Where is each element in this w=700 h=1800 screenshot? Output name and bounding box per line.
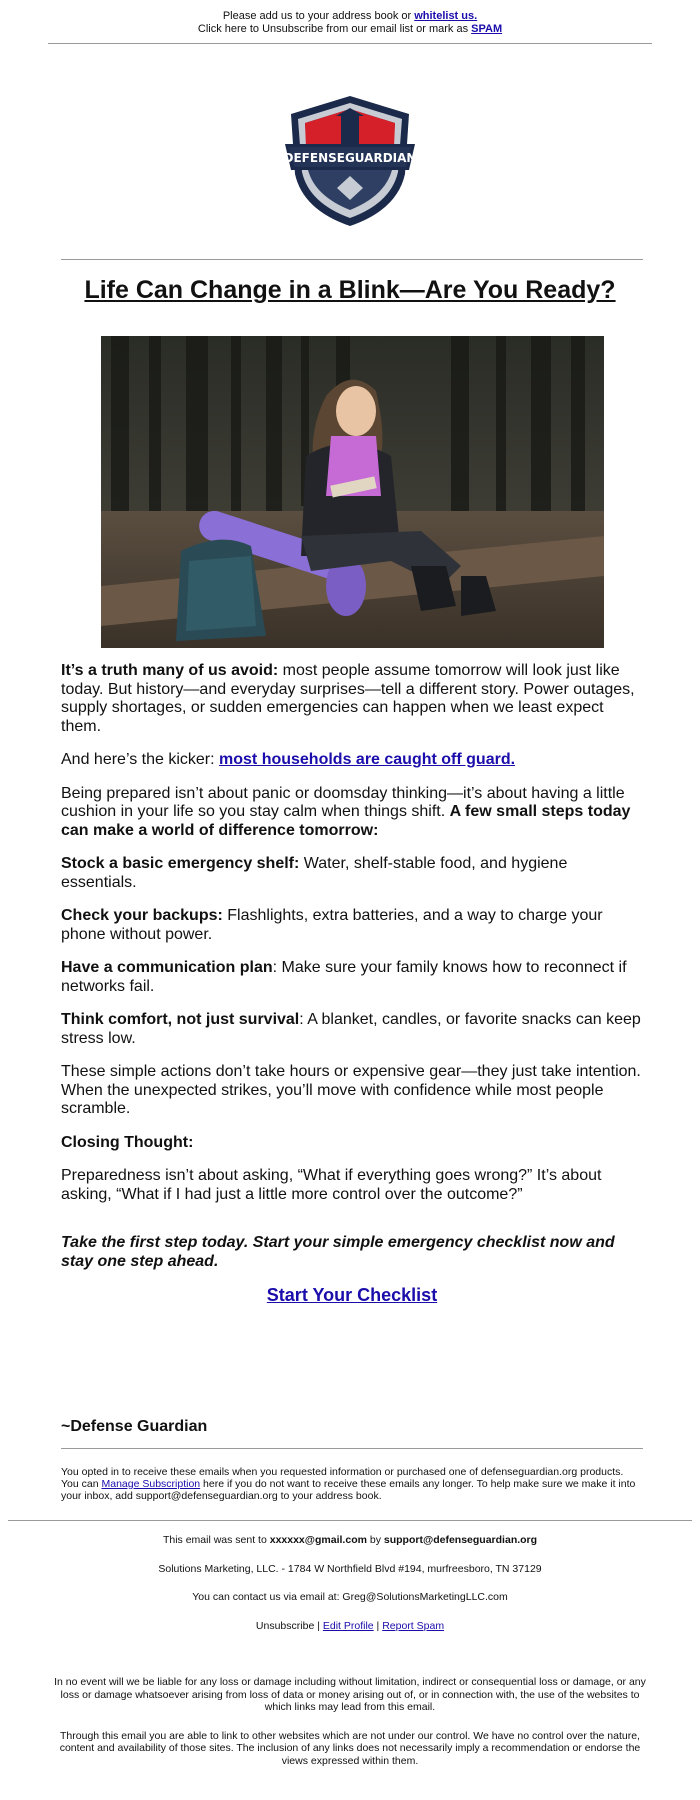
closing-paragraph: Preparedness isn’t about asking, “What if everything goes wrong?” It’s about asking, “What if I had just a little more control over the outcome?” xyxy=(61,1167,602,1203)
kicker-text: And here’s the kicker: xyxy=(61,751,220,768)
address-book-text: Please add us to your address book or xyxy=(222,10,415,22)
tip-item xyxy=(61,1011,643,1048)
prepared-paragraph xyxy=(61,785,643,841)
optin-text: You opted in to receive these emails when you requested information or purchased one of defenseguardian.org products. You can xyxy=(61,1466,624,1490)
divider xyxy=(61,1448,643,1449)
top-line-1 xyxy=(0,10,700,23)
cta-text: Take the first step today. Start your simple emergency checklist now and stay one step ahead. xyxy=(61,1234,615,1270)
tip-item xyxy=(61,907,643,944)
prepared-bold: A few small steps today can make a world of difference tomorrow: xyxy=(61,803,631,839)
optin-text: here if you do not want to receive these emails any longer. To help make sure we make it into your inbox, add support@defenseguardian.org to your address book. xyxy=(61,1478,636,1502)
logo-text: DEFENSEGUARDIAN xyxy=(283,151,417,165)
whitelist-link[interactable]: whitelist us. xyxy=(414,10,478,22)
report-spam-link[interactable]: Report Spam xyxy=(382,1619,445,1632)
start-checklist-link[interactable]: Start Your Checklist xyxy=(266,1285,438,1305)
top-bar xyxy=(0,0,700,36)
optin-notice xyxy=(61,1466,643,1502)
divider xyxy=(8,1520,692,1521)
sender-email: support@defenseguardian.org xyxy=(383,1534,538,1546)
tip-text: : Make sure your family knows how to reconnect if networks fail. xyxy=(61,959,627,995)
top-line-2 xyxy=(0,23,700,36)
prepared-text: Being prepared isn’t about panic or doomsday thinking—it’s about having a little cushion in your life so you stay calm when things shift. xyxy=(61,784,625,820)
tip-item xyxy=(61,959,643,996)
separator: | xyxy=(373,1619,383,1632)
spam-link[interactable]: SPAM xyxy=(471,23,503,35)
edit-profile-link[interactable]: Edit Profile xyxy=(322,1619,374,1632)
email-body xyxy=(61,662,643,1305)
intro-paragraph xyxy=(61,662,643,736)
actions-paragraph: These simple actions don’t take hours or expensive gear—they just take intention. When the unexpected strikes, you’ll move with confidence while most people scramble. xyxy=(61,1063,641,1117)
manage-subscription-link[interactable]: Manage Subscription xyxy=(101,1478,201,1490)
hero-image xyxy=(101,336,604,648)
footer-links xyxy=(50,1620,650,1633)
divider xyxy=(61,259,643,260)
recipient-email: xxxxxx@gmail.com xyxy=(269,1534,367,1546)
sent-prefix: This email was sent to xyxy=(162,1534,270,1546)
unsubscribe-link[interactable]: Unsubscribe xyxy=(255,1619,315,1632)
tip-title: Have a communication plan xyxy=(61,959,273,976)
tip-title: Check your backups: xyxy=(61,907,223,924)
contact-line: You can contact us via email at: Greg@SolutionsMarketingLLC.com xyxy=(192,1591,508,1603)
tip-title: Think comfort, not just survival xyxy=(61,1011,300,1028)
signature: ~Defense Guardian xyxy=(61,1418,208,1435)
headline: Life Can Change in a Blink—Are You Ready? xyxy=(84,276,616,304)
closing-title: Closing Thought: xyxy=(61,1133,194,1151)
sent-to-line xyxy=(50,1534,650,1547)
tip-text: Flashlights, extra batteries, and a way to charge your phone without power. xyxy=(61,907,603,943)
caught-off-guard-link[interactable]: most households are caught off guard. xyxy=(219,751,516,768)
defenseguardian-logo xyxy=(281,92,419,230)
legal-disclaimer: In no event will we be liable for any loss or damage including without limitation, indirect or consequential loss or damage, or any loss or damage whatsoever arising from loss of data or money arising out of, or in connection with, the use of the websites to which links may lead from this email. xyxy=(54,1676,646,1713)
tip-item xyxy=(61,855,643,892)
footer xyxy=(50,1534,650,1783)
intro-bold: It’s a truth many of us avoid: xyxy=(61,662,279,679)
tip-title: Stock a basic emergency shelf: xyxy=(61,855,300,872)
tip-text: : A blanket, candles, or favorite snacks can keep stress low. xyxy=(61,1011,641,1047)
divider xyxy=(48,43,652,44)
kicker-paragraph xyxy=(61,751,643,770)
tip-text: Water, shelf-stable food, and hygiene essentials. xyxy=(61,855,568,891)
intro-text: most people assume tomorrow will look just like today. But history—and everyday surprises—tell a different story. Power outages, supply shortages, or sudden emergencies can happen when we least expect them. xyxy=(61,662,635,735)
cta-container xyxy=(61,1286,643,1305)
unsubscribe-text: Click here to Unsubscribe from our email list or mark as xyxy=(197,23,472,35)
postal-address: Solutions Marketing, LLC. - 1784 W Northfield Blvd #194, murfreesboro, TN 37129 xyxy=(158,1562,542,1575)
sent-by-text: by xyxy=(366,1534,384,1546)
separator: | xyxy=(314,1619,323,1632)
external-links-disclaimer: Through this email you are able to link to other websites which are not under our control. We have no control over the nature, content and availability of those sites. The inclusion of any links does not necessarily imply a recommendation or endorse the views expressed within them. xyxy=(59,1729,641,1767)
